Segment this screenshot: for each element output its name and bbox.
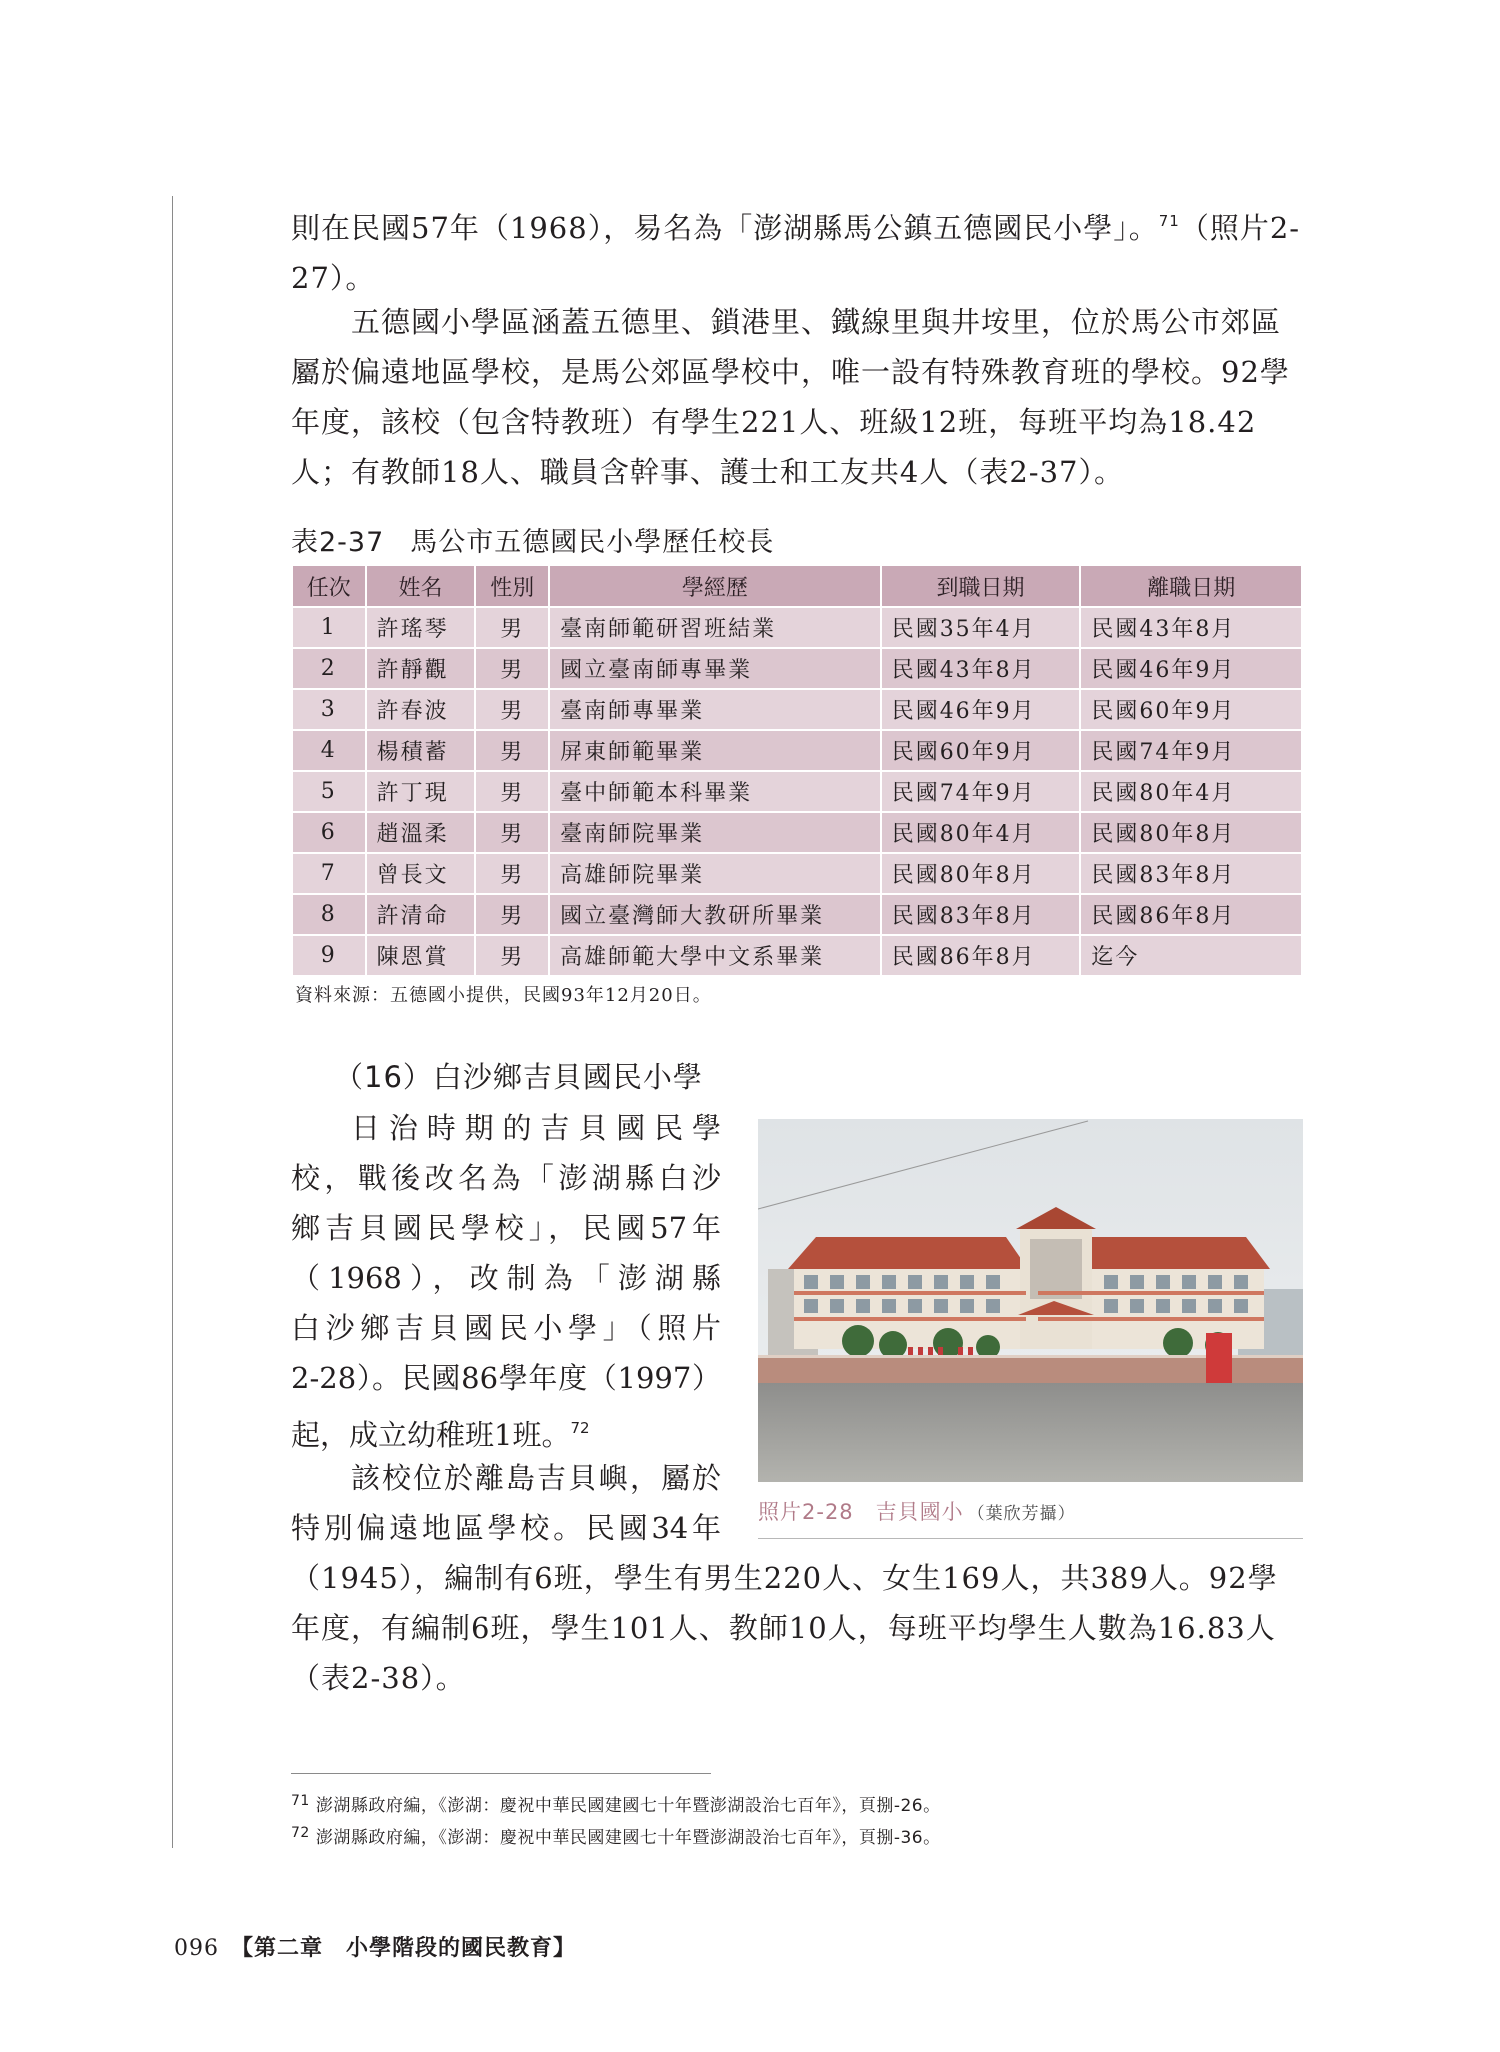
cell-background: 屏東師範畢業 (549, 730, 881, 771)
table-row (292, 935, 1302, 976)
table-row (292, 607, 1302, 648)
cell-order: 7 (292, 853, 366, 894)
cell-end-date: 迄今 (1080, 935, 1302, 976)
table-row (292, 730, 1302, 771)
cell-name: 許清命 (366, 894, 476, 935)
paragraph-1-tail: （照片2-27）。 (291, 211, 1301, 295)
col-header-background: 學經歷 (549, 565, 881, 607)
paragraph-3-line: （1968），改制為「澎湖縣 (291, 1261, 721, 1295)
cell-order: 5 (292, 771, 366, 812)
cell-order: 1 (292, 607, 366, 648)
photo-caption-text: 照片2-28 吉貝國小 (758, 1500, 964, 1524)
cell-gender: 男 (475, 812, 549, 853)
principals-table (291, 564, 1303, 977)
table-row (292, 853, 1302, 894)
paragraph-1-text: 則在民國57年（1968），易名為「澎湖縣馬公鎮五德國民小學」。 (291, 211, 1159, 245)
paragraph-3-line: 起，成立幼稚班1班。 (291, 1418, 571, 1452)
paragraph-1 (291, 196, 1303, 303)
cell-start-date: 民國80年4月 (881, 812, 1081, 853)
section-heading: （16）白沙鄉吉貝國民小學 (334, 1060, 703, 1094)
cell-background: 臺南師專畢業 (549, 689, 881, 730)
cell-end-date: 民國74年9月 (1080, 730, 1302, 771)
photo-caption (758, 1496, 1076, 1526)
cell-end-date: 民國83年8月 (1080, 853, 1302, 894)
cell-gender: 男 (475, 607, 549, 648)
cell-end-date: 民國86年8月 (1080, 894, 1302, 935)
cell-order: 8 (292, 894, 366, 935)
cell-background: 國立臺南師專畢業 (549, 648, 881, 689)
footnote-72 (291, 1823, 941, 1848)
footnote-text: 澎湖縣政府編，《澎湖：慶祝中華民國建國七十年暨澎湖設治七百年》，頁捌-26。 (315, 1796, 941, 1816)
cell-end-date: 民國60年9月 (1080, 689, 1302, 730)
cell-gender: 男 (475, 648, 549, 689)
cell-name: 陳恩賞 (366, 935, 476, 976)
cell-start-date: 民國80年8月 (881, 853, 1081, 894)
cell-order: 6 (292, 812, 366, 853)
page-number: 096 (174, 1936, 219, 1961)
table-row (292, 771, 1302, 812)
footnote-ref-72[interactable]: 72 (570, 1419, 590, 1437)
cell-name: 許春波 (366, 689, 476, 730)
paragraph-3-line: 2-28）。民國86學年度（1997） (291, 1361, 721, 1395)
paragraph-3-last-line (291, 1403, 721, 1460)
cell-background: 臺南師範研習班結業 (549, 607, 881, 648)
cell-start-date: 民國74年9月 (881, 771, 1081, 812)
running-chapter-title: 【第二章 小學階段的國民教育】 (231, 1935, 577, 1961)
paragraph-4 (291, 1453, 721, 1553)
col-header-order: 任次 (292, 565, 366, 607)
col-header-start-date: 到職日期 (881, 565, 1081, 607)
paragraph-2: 五德國小學區涵蓋五德里、鎖港里、鐵線里與井垵里，位於馬公市郊區屬於偏遠地區學校，是馬公郊區學校中，唯一設有特殊教育班的學校。92學年度，該校（包含特教班）有學生221人、班級12班，每班平均為18.42人；有教師18人、職員含幹事、護士和工友共4人（表2-37）。 (291, 305, 1290, 489)
school-photo (758, 1119, 1303, 1482)
paragraph-4-line: 該校位於離島吉貝嶼，屬於 (351, 1461, 721, 1495)
table-row (292, 894, 1302, 935)
cell-name: 許靜觀 (366, 648, 476, 689)
cell-background: 高雄師範大學中文系畢業 (549, 935, 881, 976)
table-source-note: 資料來源：五德國小提供，民國93年12月20日。 (295, 985, 712, 1006)
paragraph-4-line: 特別偏遠地區學校。民國34年 (291, 1511, 721, 1545)
photo-credit: （葉欣芳攝） (967, 1504, 1076, 1524)
footnote-number: 71 (291, 1793, 310, 1809)
cell-end-date: 民國46年9月 (1080, 648, 1302, 689)
margin-rule (172, 196, 173, 1848)
page-footer (174, 1931, 576, 1962)
footnote-rule (291, 1773, 711, 1774)
table-caption (291, 520, 774, 559)
cell-gender: 男 (475, 935, 549, 976)
cell-start-date: 民國83年8月 (881, 894, 1081, 935)
cell-name: 許瑤琴 (366, 607, 476, 648)
cell-start-date: 民國43年8月 (881, 648, 1081, 689)
table-header-row (292, 565, 1302, 607)
cell-order: 9 (292, 935, 366, 976)
photo-caption-rule (758, 1538, 1303, 1539)
table-row (292, 812, 1302, 853)
cell-gender: 男 (475, 894, 549, 935)
cell-background: 臺南師院畢業 (549, 812, 881, 853)
cell-background: 臺中師範本科畢業 (549, 771, 881, 812)
table-row (292, 648, 1302, 689)
cell-gender: 男 (475, 689, 549, 730)
cell-end-date: 民國80年8月 (1080, 812, 1302, 853)
cell-start-date: 民國86年8月 (881, 935, 1081, 976)
table-number: 表2-37 (291, 527, 385, 558)
paragraph-3 (291, 1103, 721, 1460)
cell-background: 高雄師院畢業 (549, 853, 881, 894)
paragraph-3-line: 日治時期的吉貝國民學 (351, 1111, 721, 1145)
cell-start-date: 民國60年9月 (881, 730, 1081, 771)
footnote-text: 澎湖縣政府編，《澎湖：慶祝中華民國建國七十年暨澎湖設治七百年》，頁捌-36。 (315, 1828, 941, 1848)
cell-end-date: 民國43年8月 (1080, 607, 1302, 648)
cell-name: 許丁現 (366, 771, 476, 812)
col-header-gender: 性別 (475, 565, 549, 607)
cell-order: 3 (292, 689, 366, 730)
table-row (292, 689, 1302, 730)
col-header-name: 姓名 (366, 565, 476, 607)
footnote-71 (291, 1791, 941, 1816)
cell-order: 2 (292, 648, 366, 689)
paragraph-5: （1945），編制有6班，學生有男生220人、女生169人，共389人。92學年度，有編制6班，學生101人、教師10人，每班平均學生人數為16.83人（表2-38）。 (291, 1561, 1278, 1695)
cell-gender: 男 (475, 853, 549, 894)
cell-background: 國立臺灣師大教研所畢業 (549, 894, 881, 935)
cell-order: 4 (292, 730, 366, 771)
cell-start-date: 民國35年4月 (881, 607, 1081, 648)
paragraph-3-line: 鄉吉貝國民學校」，民國57年 (291, 1211, 721, 1245)
cell-start-date: 民國46年9月 (881, 689, 1081, 730)
cell-gender: 男 (475, 771, 549, 812)
cell-name: 楊積蓄 (366, 730, 476, 771)
cell-name: 趙溫柔 (366, 812, 476, 853)
cell-end-date: 民國80年4月 (1080, 771, 1302, 812)
cell-name: 曾長文 (366, 853, 476, 894)
cell-gender: 男 (475, 730, 549, 771)
table-title: 馬公市五德國民小學歷任校長 (410, 527, 775, 558)
paragraph-3-line: 校，戰後改名為「澎湖縣白沙 (291, 1161, 721, 1195)
paragraph-3-line: 白沙鄉吉貝國民小學」（照片 (291, 1311, 721, 1345)
footnote-ref-71[interactable]: 71 (1158, 212, 1180, 230)
col-header-end-date: 離職日期 (1080, 565, 1302, 607)
footnote-number: 72 (291, 1825, 310, 1841)
school-building-illustration (758, 1119, 1303, 1482)
